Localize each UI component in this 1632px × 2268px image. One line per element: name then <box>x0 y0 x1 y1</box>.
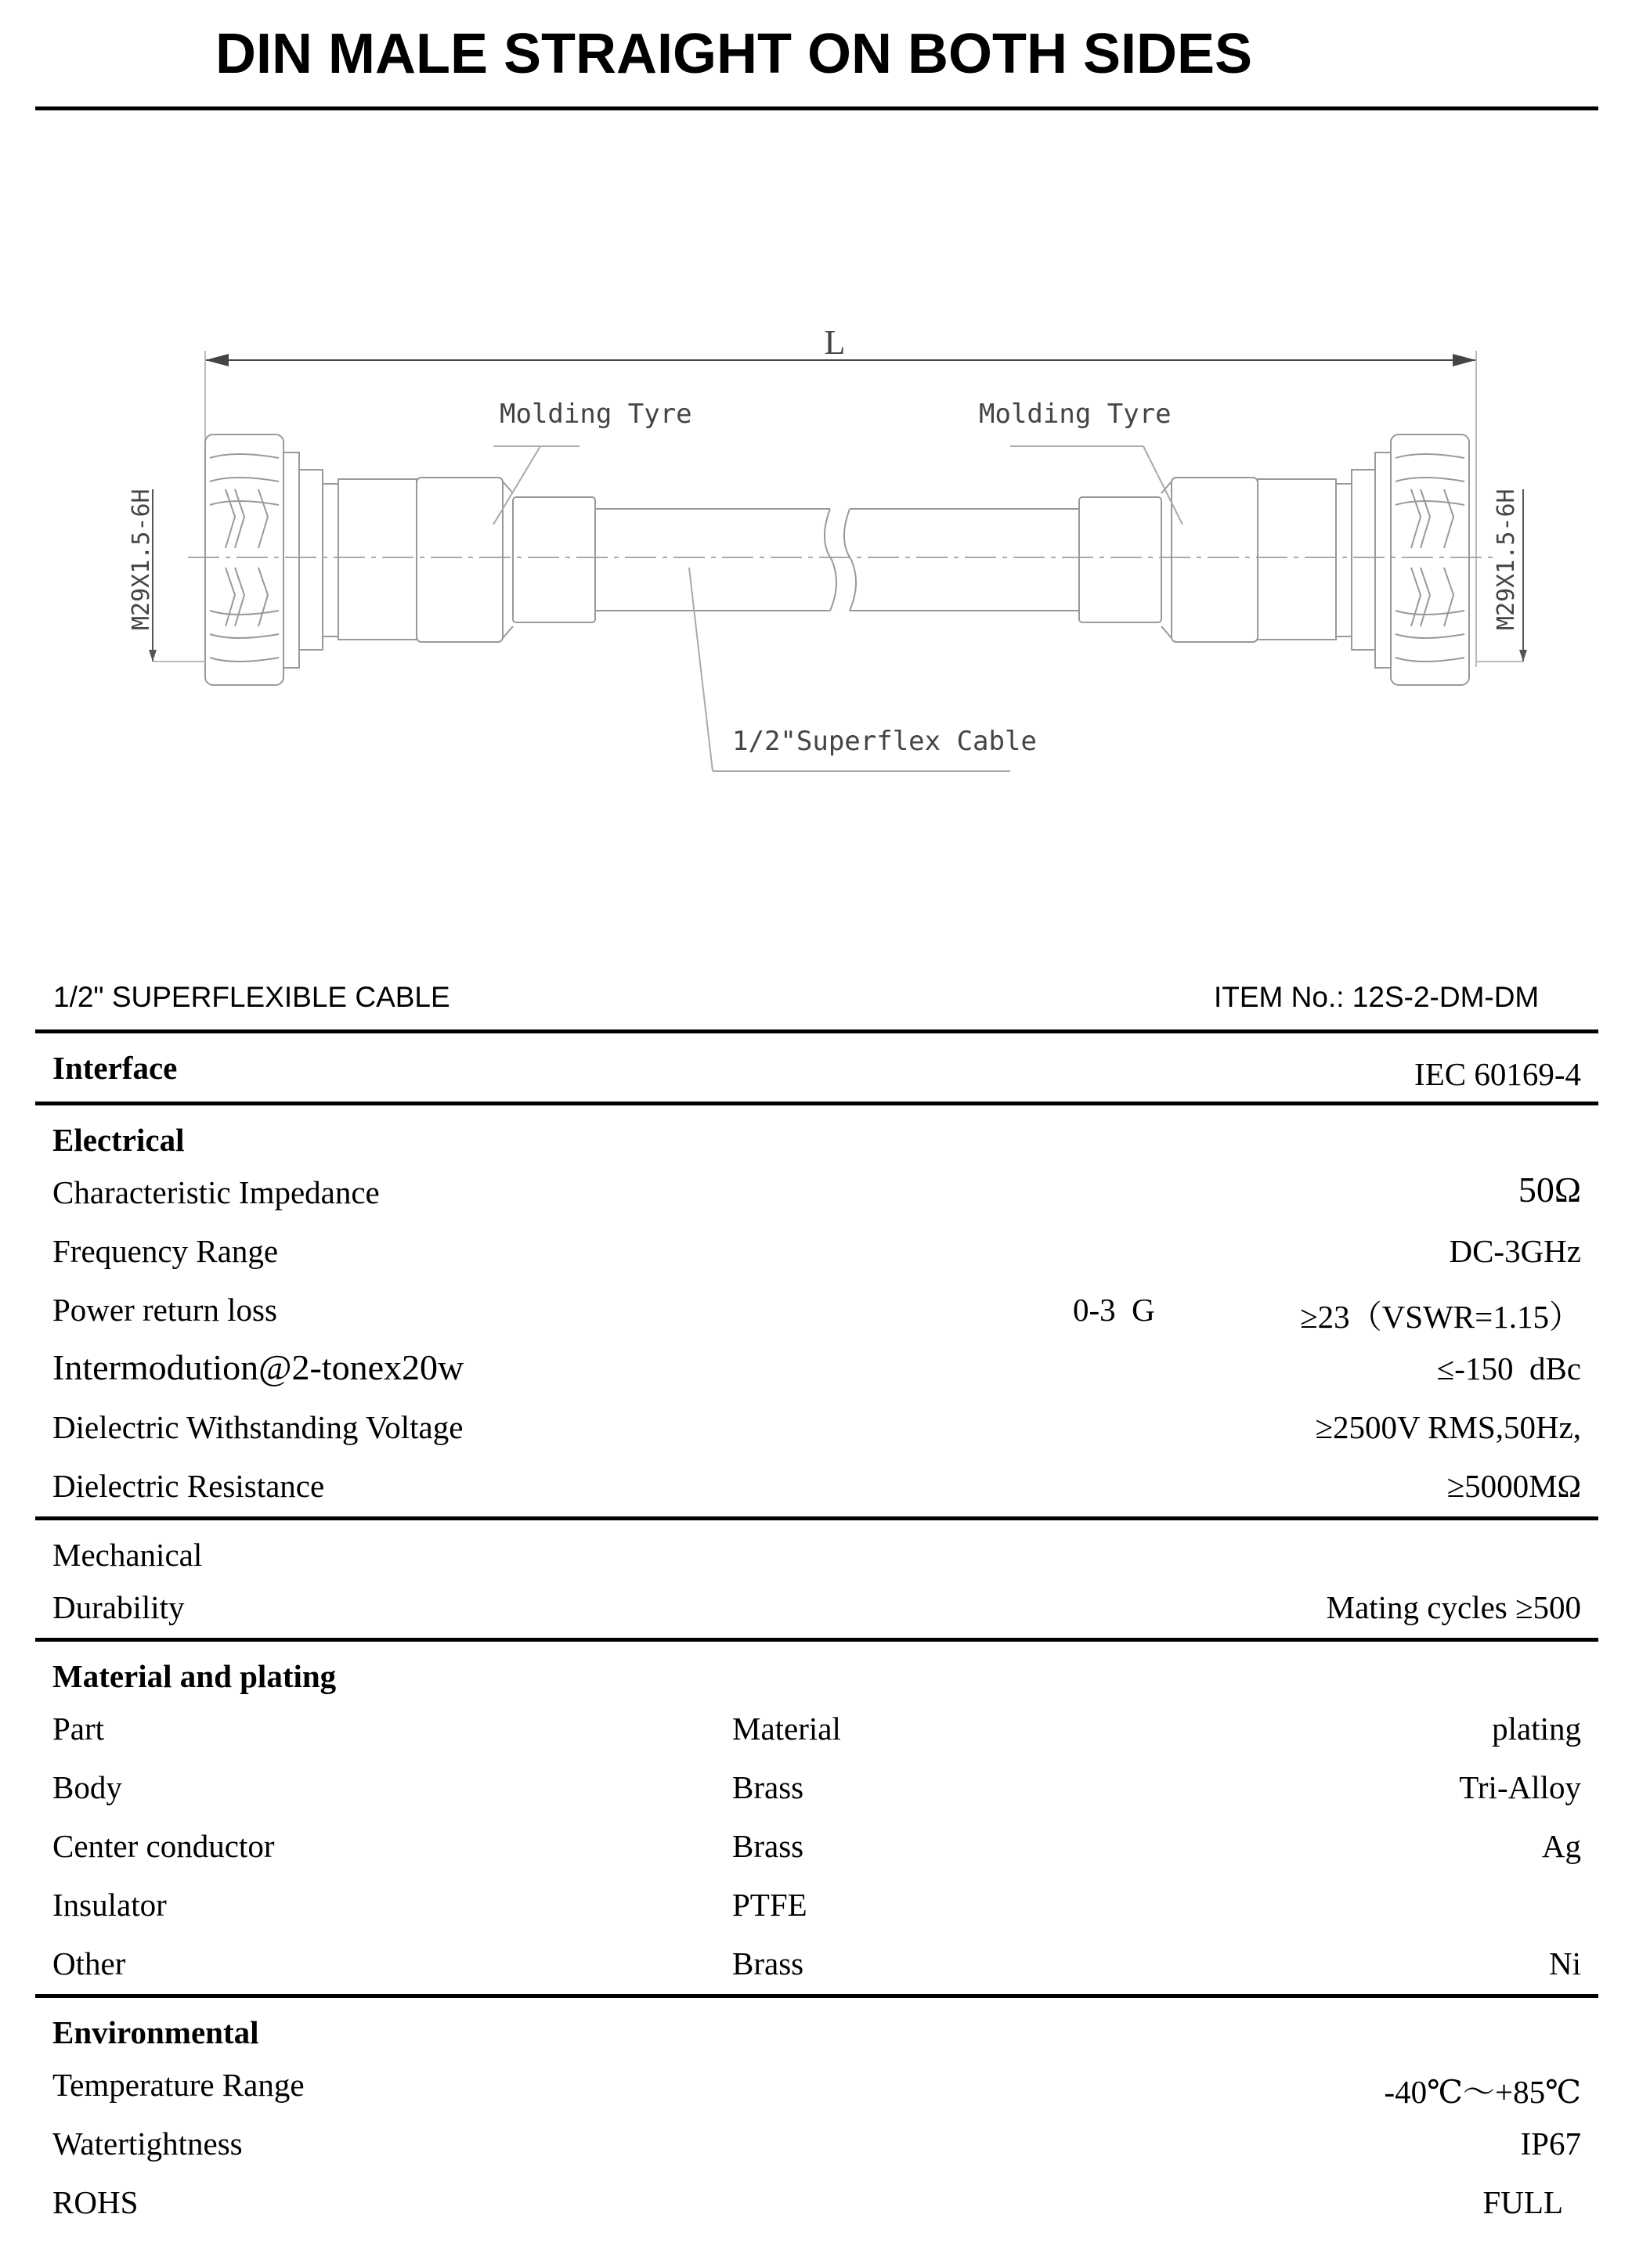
part-cell: Center conductor <box>52 1828 275 1864</box>
table-row <box>35 2115 1598 2174</box>
spec-label: Frequency Range <box>52 1233 279 1269</box>
dimension-arrow-right <box>1453 354 1476 366</box>
spec-value: FULL <box>1482 2184 1563 2220</box>
page-title: DIN MALE STRAIGHT ON BOTH SIDES <box>215 23 1253 85</box>
thread-label-right: M29X1.5-6H <box>1493 489 1520 630</box>
spec-value: ≥2500V RMS,50Hz, <box>1315 1409 1581 1445</box>
table-row <box>35 1759 1598 1818</box>
table-row <box>35 1458 1598 1516</box>
material-cell: PTFE <box>732 1887 807 1923</box>
dimension-arrow-left <box>205 354 229 366</box>
table-row <box>35 2174 1598 2233</box>
spec-label: Temperature Range <box>52 2067 305 2103</box>
mechanical-heading-row <box>35 1520 1598 1579</box>
table-row <box>35 1164 1598 1223</box>
spec-value: ≥5000MΩ <box>1446 1468 1581 1504</box>
plating-cell: Ni <box>1549 1945 1581 1981</box>
spec-value: DC-3GHz <box>1449 1233 1581 1269</box>
environmental-heading-row <box>35 1998 1598 2057</box>
plating-cell: Ag <box>1541 1828 1581 1864</box>
section-heading: Mechanical <box>52 1537 203 1573</box>
part-cell: Body <box>52 1769 122 1805</box>
spec-value: ≤-150 dBc <box>1436 1350 1581 1386</box>
table-row <box>35 1935 1598 1994</box>
table-row <box>35 1223 1598 1282</box>
spec-table <box>35 1029 1598 2233</box>
material-cell: Brass <box>732 1769 804 1805</box>
cable-body <box>595 509 1079 611</box>
spec-label: ROHS <box>52 2184 139 2220</box>
spec-value: -40℃～+85℃ <box>1384 2074 1581 2110</box>
molding-label-left: Molding Tyre <box>500 398 692 430</box>
interface-row <box>35 1033 1598 1102</box>
table-row <box>35 1399 1598 1458</box>
spec-label: Watertightness <box>52 2126 243 2162</box>
spec-label: Intermodution@2-tonex20w <box>52 1347 464 1387</box>
table-row <box>35 2057 1598 2115</box>
interface-label: Interface <box>52 1050 178 1086</box>
part-cell: Insulator <box>52 1887 167 1923</box>
material-cell: Brass <box>732 1828 804 1864</box>
column-header-part: Part <box>52 1711 105 1747</box>
title-rule <box>35 106 1598 110</box>
length-label: L <box>824 323 846 362</box>
electrical-heading-row <box>35 1105 1598 1164</box>
table-row <box>35 1877 1598 1935</box>
spec-value: ≥23（VSWR=1.15） <box>1300 1299 1581 1335</box>
table-row <box>35 1818 1598 1877</box>
spec-value: Mating cycles ≥500 <box>1326 1589 1581 1625</box>
spec-label: Characteristic Impedance <box>52 1174 380 1210</box>
section-heading: Material and plating <box>52 1658 337 1694</box>
column-header-material: Material <box>732 1711 841 1747</box>
table-row <box>35 1579 1598 1638</box>
spec-condition: 0-3 G <box>1073 1292 1155 1328</box>
spec-label: Power return loss <box>52 1292 277 1328</box>
material-column-header <box>35 1700 1598 1759</box>
cable-label: 1/2"Superflex Cable <box>732 726 1037 757</box>
table-row <box>35 1340 1598 1399</box>
spec-label: Dielectric Resistance <box>52 1468 325 1504</box>
spec-label: Dielectric Withstanding Voltage <box>52 1409 464 1445</box>
cable-drawing <box>0 297 1632 799</box>
plating-cell: Tri-Alloy <box>1459 1769 1581 1805</box>
spec-label: Durability <box>52 1589 185 1625</box>
right-din-connector <box>1079 434 1469 685</box>
material-heading-row <box>35 1642 1598 1700</box>
column-header-plating: plating <box>1492 1711 1581 1747</box>
item-number: ITEM No.: 12S-2-DM-DM <box>1214 981 1540 1013</box>
section-heading: Electrical <box>52 1122 185 1158</box>
table-row <box>35 1282 1598 1340</box>
cable-name: 1/2" SUPERFLEXIBLE CABLE <box>53 981 450 1013</box>
molding-label-right: Molding Tyre <box>979 398 1172 430</box>
interface-value: IEC 60169-4 <box>1414 1056 1581 1092</box>
part-cell: Other <box>52 1945 126 1981</box>
thread-label-left: M29X1.5-6H <box>128 489 155 630</box>
section-heading: Environmental <box>52 2014 259 2050</box>
spec-value: IP67 <box>1520 2126 1581 2162</box>
spec-value: 50Ω <box>1518 1170 1581 1210</box>
left-din-connector <box>205 434 595 685</box>
material-cell: Brass <box>732 1945 804 1981</box>
